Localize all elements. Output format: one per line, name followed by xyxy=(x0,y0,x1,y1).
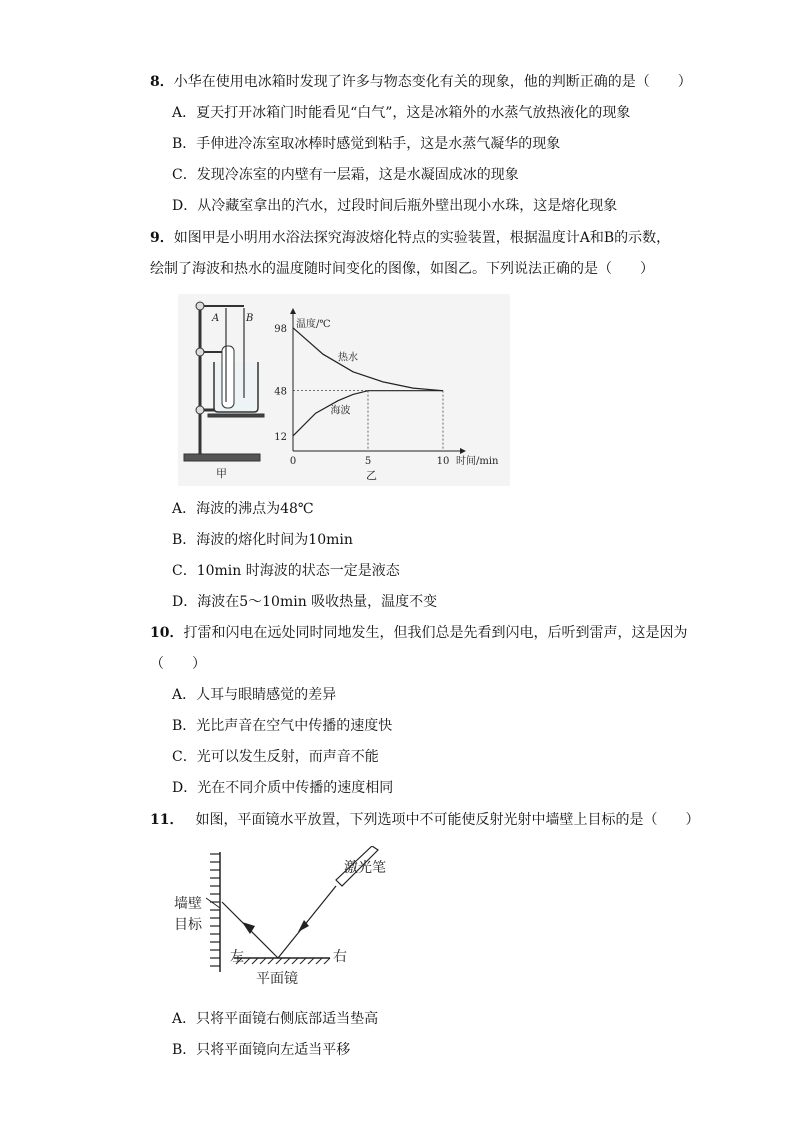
q9-stem-line2: 绘制了海波和热水的温度随时间变化的图像，如图乙。下列说法正确的是（ ） xyxy=(150,261,654,277)
mirror-hatching xyxy=(236,958,330,964)
q11-stem xyxy=(150,810,699,830)
chart-caption: 乙 xyxy=(366,469,377,482)
wall-hatching xyxy=(210,854,220,966)
q8-stem xyxy=(150,72,692,92)
gauze xyxy=(208,414,264,417)
y-axis-label: 温度/℃ xyxy=(296,319,331,330)
q9-option-c: C．10min 时海波的状态一定是液态 xyxy=(172,563,400,579)
q9-option-b: B．海波的熔化时间为10min xyxy=(172,532,353,548)
q8-option-d: D．从冷藏室拿出的汽水，过段时间后瓶外壁出现小水珠，这是熔化现象 xyxy=(172,198,618,214)
q9-number: 9． xyxy=(150,230,174,246)
y-tick-label: 12 xyxy=(274,431,287,443)
q10-option-d: D．光在不同介质中传播的速度相同 xyxy=(172,780,394,796)
q10-option-c: C．光可以发生反射，而声音不能 xyxy=(172,749,379,765)
target-pointer xyxy=(206,898,220,908)
x-axis-label: 时间/min xyxy=(456,456,499,467)
q11-option-b: B．只将平面镜向左适当平移 xyxy=(172,1042,351,1058)
label-jia: 甲 xyxy=(216,467,227,480)
q11-option-a: A．只将平面镜右侧底部适当垫高 xyxy=(172,1011,379,1027)
q10-stem-line2: （ ） xyxy=(150,656,206,672)
q9-option-a: A．海波的沸点为48℃ xyxy=(172,501,314,517)
series-label: 海波 xyxy=(330,405,351,417)
y-tick-label: 98 xyxy=(274,323,287,335)
reflected-arrow xyxy=(242,922,255,934)
q8-option-a: A．夏天打开冰箱门时能看见“白气”，这是冰箱外的水蒸气放热液化的现象 xyxy=(172,105,631,121)
test-tube xyxy=(222,346,234,408)
q8-option-c: C．发现冷冻室的内壁有一层霜，这是水凝固成冰的现象 xyxy=(172,167,519,183)
q11-figure xyxy=(170,846,400,986)
q9-figure xyxy=(178,294,510,486)
q11-number: 11． xyxy=(150,812,184,828)
laser-label: 激光笔 xyxy=(344,860,386,876)
mirror-label: 平面镜 xyxy=(256,971,298,986)
x-tick-label: 5 xyxy=(364,456,372,467)
q10-stem-line1 xyxy=(150,623,687,643)
right-label: 右 xyxy=(333,949,347,965)
x-tick-label: 10 xyxy=(436,456,450,467)
target-label: 目标 xyxy=(174,917,202,933)
x-tick-label: 0 xyxy=(289,456,297,467)
q9-stem-line1 xyxy=(150,228,670,248)
y-tick-label: 48 xyxy=(274,386,287,398)
beaker xyxy=(214,362,258,412)
middle-clamp-knob xyxy=(196,348,204,356)
q9-stem-text1: 如图甲是小明用水浴法探究海波熔化特点的实验装置，根据温度计A和B的示数， xyxy=(173,230,671,246)
upper-clamp-knob xyxy=(196,302,204,310)
q10-number: 10． xyxy=(150,625,184,641)
q10-option-a: A．人耳与眼睛感觉的差异 xyxy=(172,687,337,703)
q10-option-b: B．光比声音在空气中传播的速度快 xyxy=(172,718,393,734)
label-a: A xyxy=(212,313,220,324)
q11-stem-text: 如图，平面镜水平放置，下列选项中不可能使反射光射中墙壁上目标的是（ ） xyxy=(195,812,700,828)
wall-label: 墙壁 xyxy=(174,896,202,912)
q8-option-b: B．手伸进冷冻室取冰棒时感觉到粘手，这是水蒸气凝华的现象 xyxy=(172,136,561,152)
label-b: B xyxy=(246,313,254,324)
stand-base xyxy=(184,454,260,461)
ring-clamp-knob xyxy=(196,406,204,414)
q8-number: 8． xyxy=(150,74,174,90)
q9-option-d: D．海波在5～10min 吸收热量，温度不变 xyxy=(172,594,438,610)
incident-ray xyxy=(278,886,336,958)
q10-stem-text1: 打雷和闪电在远处同时同地发生，但我们总是先看到闪电，后听到雷声，这是因为 xyxy=(183,625,688,641)
q8-stem-text: 小华在使用电冰箱时发现了许多与物态变化有关的现象，他的判断正确的是（ ） xyxy=(173,74,692,90)
series-label: 热水 xyxy=(338,352,358,364)
left-label: 左 xyxy=(230,949,244,965)
